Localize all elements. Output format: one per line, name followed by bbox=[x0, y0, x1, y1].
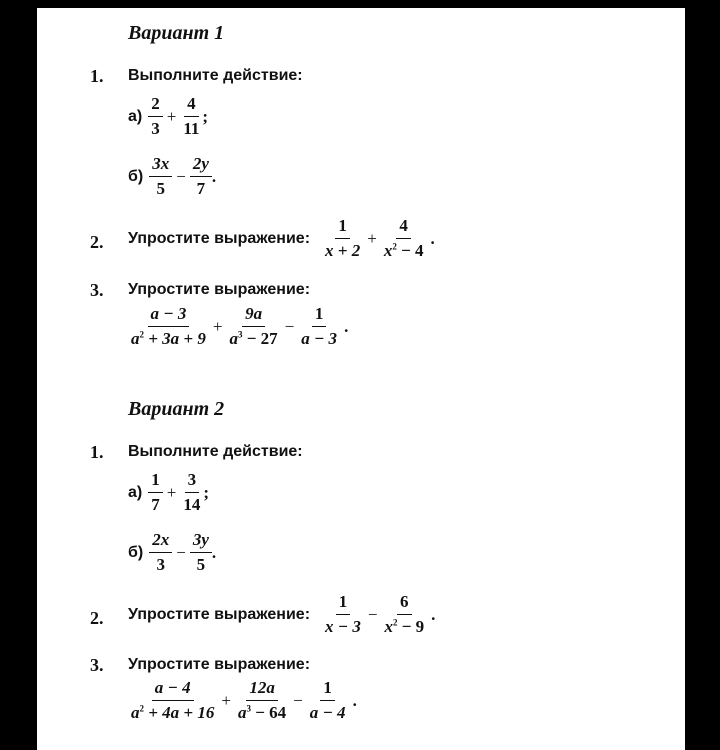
v2-1b-fraction-2: $\frac{3y}{5}$ bbox=[190, 530, 212, 575]
v1-3-fraction-1: $\frac{a - 3}{a^2 + 3a + 9}$ bbox=[131, 304, 206, 348]
variant-1-title: Вариант 1 bbox=[128, 22, 225, 44]
v2-3-fraction-3: $\frac{1}{a - 4}$ bbox=[309, 678, 346, 722]
v2-task1-a-label: а) bbox=[128, 483, 143, 501]
v1-1a-fraction-1: $\frac{2}{3}$ bbox=[148, 94, 163, 139]
v2-task3-expression: $\frac{a - 4}{a^2 + 4a + 16}$ + $\frac{12a}{a^3 - 64}$ − $\frac{1}{a - 4}$ . bbox=[128, 678, 357, 723]
v2-task1-text: Выполните действие: bbox=[128, 443, 303, 460]
v2-3-fraction-2: $\frac{12a}{a^3 - 64}$ bbox=[237, 678, 287, 722]
v2-2-fraction-2: $\frac{6}{x^2 - 9}$ bbox=[384, 592, 425, 636]
v2-task3-number: 3. bbox=[90, 655, 104, 675]
v1-task3-expression: $\frac{a - 3}{a^2 + 3a + 9}$ + $\frac{9a}{a^3 - 27}$ − $\frac{1}{a - 3}$ . bbox=[128, 304, 348, 349]
v2-task1-number: 1. bbox=[90, 442, 104, 462]
v2-3-fraction-1: $\frac{a - 4}{a^2 + 4a + 16}$ bbox=[131, 678, 215, 722]
v1-task1-b-label: б) bbox=[128, 167, 144, 185]
variant-2-title: Вариант 2 bbox=[128, 398, 225, 420]
v2-task1-b-label: б) bbox=[128, 543, 144, 561]
v1-task3-number: 3. bbox=[90, 280, 104, 300]
v1-task2-number: 2. bbox=[90, 232, 104, 252]
v1-2-fraction-1: $\frac{1}{x + 2}$ bbox=[325, 216, 361, 260]
v2-task3-text: Упростите выражение: bbox=[128, 656, 311, 673]
v1-3-fraction-3: $\frac{1}{a - 3}$ bbox=[301, 304, 338, 348]
v2-1a-fraction-1: $\frac{1}{7}$ bbox=[148, 470, 163, 515]
v1-task1-text: Выполните действие: bbox=[128, 67, 303, 84]
v2-task2-number: 2. bbox=[90, 608, 104, 628]
v1-task1-number: 1. bbox=[90, 66, 104, 86]
v2-2-fraction-1: $\frac{1}{x - 3}$ bbox=[325, 592, 361, 636]
v1-task2: Упростите выражение: $\frac{1}{x + 2}$ + $\frac{4}{x^2 - 4}$ . bbox=[128, 216, 435, 260]
v2-task1-a: а) $\frac{1}{7}$ + $\frac{3}{14}$ ; bbox=[128, 470, 209, 514]
v1-task2-text: Упростите выражение: bbox=[128, 229, 311, 247]
v1-task1-a-label: а) bbox=[128, 107, 143, 125]
v2-1b-fraction-1: $\frac{2x}{3}$ bbox=[149, 530, 172, 575]
v2-task1-b: б) $\frac{2x}{3}$ − $\frac{3y}{5}$ . bbox=[128, 530, 217, 574]
worksheet-page bbox=[37, 8, 685, 750]
v1-3-fraction-2: $\frac{9a}{a^3 - 27}$ bbox=[229, 304, 278, 348]
v1-task3-text: Упростите выражение: bbox=[128, 281, 311, 298]
v1-task1-b: б) $\frac{3x}{5}$ − $\frac{2y}{7}$ . bbox=[128, 154, 217, 198]
v1-1b-fraction-1: $\frac{3x}{5}$ bbox=[149, 154, 172, 199]
v2-task2: Упростите выражение: $\frac{1}{x - 3}$ − $\frac{6}{x^2 - 9}$ . bbox=[128, 592, 436, 636]
v1-1b-fraction-2: $\frac{2y}{7}$ bbox=[190, 154, 212, 199]
v1-2-fraction-2: $\frac{4}{x^2 - 4}$ bbox=[383, 216, 424, 260]
v2-task2-text: Упростите выражение: bbox=[128, 605, 311, 623]
v1-task1-a: а) $\frac{2}{3}$ + $\frac{4}{11}$ ; bbox=[128, 94, 209, 138]
v1-1a-fraction-2: $\frac{4}{11}$ bbox=[183, 94, 200, 138]
v2-1a-fraction-2: $\frac{3}{14}$ bbox=[183, 470, 201, 514]
